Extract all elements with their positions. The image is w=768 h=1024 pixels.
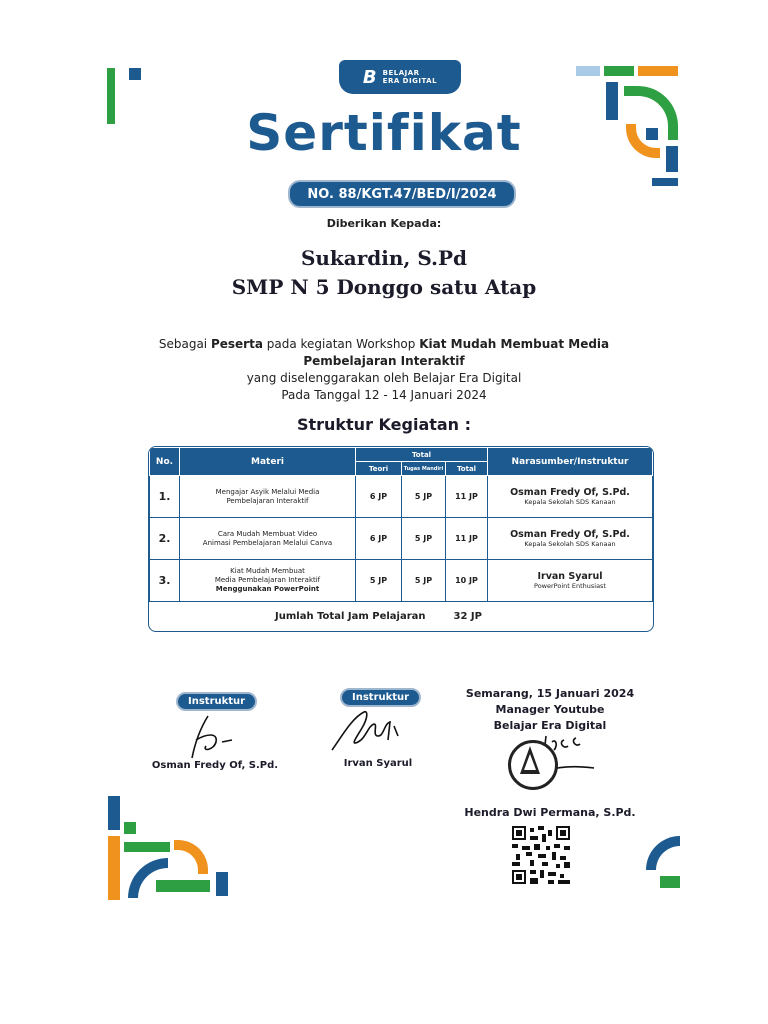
description-line3: Pada Tanggal 12 - 14 Januari 2024 — [281, 388, 487, 402]
materi-line: Menggunakan PowerPoint — [215, 585, 320, 593]
place-date: Semarang, 15 Januari 2024 — [465, 687, 635, 700]
row-materi — [180, 560, 356, 602]
desc-bold-2: Kiat Mudah Membuat Media Pembelajaran Interaktif — [303, 337, 610, 368]
materi-line: Media Pembelajaran Interaktif — [214, 576, 321, 584]
header-total-group: Total — [356, 448, 488, 462]
header-narasumber: Narasumber/Instruktur — [488, 448, 653, 476]
row-teori: 6 JP — [356, 518, 402, 560]
brand-logo — [339, 60, 461, 94]
row-total: 11 JP — [446, 518, 488, 560]
narasumber-role: Kepala Sekolah SDS Kanaan — [524, 540, 616, 548]
logo-line2: ERA DIGITAL — [382, 77, 438, 85]
decor-bottom-right — [646, 836, 680, 890]
header-materi: Materi — [180, 448, 356, 476]
logo-text — [383, 69, 437, 85]
description — [150, 336, 618, 404]
given-to-label: Diberikan Kepada: — [326, 217, 442, 230]
decor-bottom-left — [108, 796, 232, 900]
row-materi — [180, 476, 356, 518]
narasumber-role: PowerPoint Enthusiast — [534, 582, 606, 590]
table-row — [150, 518, 653, 560]
table-row — [150, 560, 653, 602]
table-total-row — [150, 602, 653, 632]
row-tugas: 5 JP — [402, 518, 446, 560]
instructor-1-name: Osman Fredy Of, S.Pd. — [151, 760, 279, 771]
signature-instructor-1 — [188, 712, 236, 762]
row-tugas: 5 JP — [402, 560, 446, 602]
description-line1 — [150, 336, 618, 370]
certificate-number: NO. 88/KGT.47/BED/I/2024 — [288, 180, 516, 208]
materi-line: Kiat Mudah Membuat — [230, 567, 305, 575]
narasumber-role: Kepala Sekolah SDS Kanaan — [524, 498, 616, 506]
logo-mark: B — [362, 66, 377, 88]
narasumber-name: Irvan Syarul — [537, 571, 603, 582]
narasumber-name: Osman Fredy Of, S.Pd. — [510, 487, 630, 498]
row-teori: 6 JP — [356, 476, 402, 518]
row-tugas: 5 JP — [402, 476, 446, 518]
structure-title: Struktur Kegiatan : — [296, 415, 472, 434]
row-no: 1. — [150, 476, 180, 518]
materi-line: Cara Mudah Membuat Video — [217, 529, 318, 538]
instructor-badge-1: Instruktur — [176, 692, 257, 711]
recipient-name: Sukardin, S.Pd — [300, 246, 468, 270]
manager-name: Hendra Dwi Permana, S.Pd. — [464, 806, 636, 819]
row-no: 3. — [150, 560, 180, 602]
header-no: No. — [150, 448, 180, 476]
row-narasumber — [488, 560, 653, 602]
narasumber-name: Osman Fredy Of, S.Pd. — [510, 529, 630, 540]
certificate-title: Sertifikat — [246, 104, 522, 162]
header-teori: Teori — [356, 462, 402, 476]
row-materi — [180, 518, 356, 560]
header-tugas: Tugas Mandiri — [402, 462, 446, 476]
desc-text-1: Sebagai — [158, 337, 211, 351]
row-teori: 5 JP — [356, 560, 402, 602]
row-narasumber — [488, 518, 653, 560]
row-narasumber — [488, 476, 653, 518]
row-total: 10 JP — [446, 560, 488, 602]
instructor-2-name: Irvan Syarul — [343, 758, 413, 769]
total-value: 32 JP — [453, 611, 482, 622]
company-seal — [508, 740, 558, 790]
manager-block — [455, 686, 645, 734]
materi-line: Animasi Pembelajaran Melalui Canva — [202, 538, 333, 547]
row-no: 2. — [150, 518, 180, 560]
activity-table — [148, 446, 654, 632]
manager-role-2: Belajar Era Digital — [493, 719, 607, 732]
materi-line: Pembelajaran Interaktif — [226, 496, 309, 505]
desc-text-2: pada kegiatan Workshop — [262, 337, 420, 351]
recipient-school: SMP N 5 Donggo satu Atap — [231, 275, 537, 299]
header-total: Total — [446, 462, 488, 476]
materi-line: Mengajar Asyik Melalui Media — [215, 487, 320, 496]
signature-instructor-2 — [328, 706, 408, 756]
instructor-badge-2: Instruktur — [340, 688, 421, 707]
total-label: Jumlah Total Jam Pelajaran — [275, 611, 426, 622]
qr-code — [512, 826, 570, 884]
row-total: 11 JP — [446, 476, 488, 518]
description-line2: yang diselenggarakan oleh Belajar Era Digital — [246, 371, 522, 385]
table-row — [150, 476, 653, 518]
desc-bold-1: Peserta — [210, 337, 263, 351]
logo-line1: BELAJAR — [382, 69, 420, 77]
manager-role-1: Manager Youtube — [495, 703, 605, 716]
